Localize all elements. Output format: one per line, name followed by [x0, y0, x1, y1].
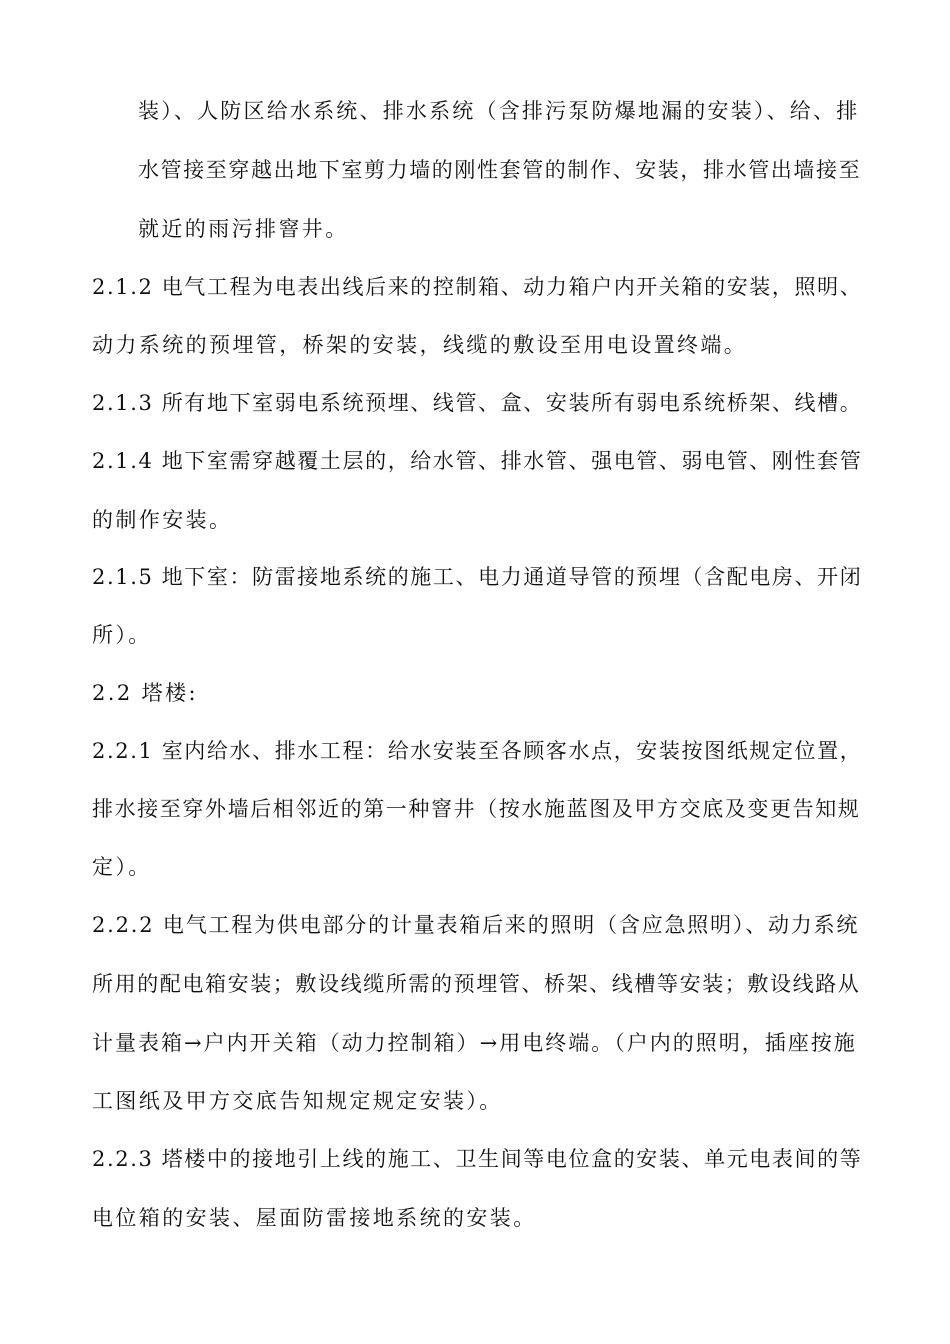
text-line: 电位箱的安装、屋面防雷接地系统的安装。 — [92, 1206, 537, 1230]
section-2-1-4: 2.1.4 地下室需穿越覆土层的，给水管、排水管、强电管、弱电管、刚性套管 — [92, 449, 863, 473]
section-2-2-3: 2.2.3 塔楼中的接地引上线的施工、卫生间等电位盒的安装、单元电表间的等 — [92, 1147, 863, 1171]
section-2-2-2: 2.2.2 电气工程为供电部分的计量表箱后来的照明（含应急照明）、动力系统 — [92, 913, 860, 937]
text-line: 定）。 — [92, 855, 152, 879]
text-line: 水管接至穿越出地下室剪力墙的刚性套管的制作、安装，排水管出墙接至 — [138, 158, 862, 182]
text-line: 所）。 — [92, 623, 152, 647]
section-2-1-2: 2.1.2 电气工程为电表出线后来的控制箱、动力箱户内开关箱的安装，照明、 — [92, 275, 863, 299]
section-2-2-heading: 2.2 塔楼: — [92, 681, 198, 705]
text-line: 工图纸及甲方交底告知规定规定安装）。 — [92, 1089, 503, 1113]
text-line: 装）、人防区给水系统、排水系统（含排污泵防爆地漏的安装）、给、排 — [138, 99, 860, 123]
text-line: 动力系统的预埋管，桥架的安装，线缆的敷设至用电设置终端。 — [92, 333, 748, 357]
text-line: 排水接至穿外墙后相邻近的第一种窨井（按水施蓝图及甲方交底及变更告知规 — [92, 797, 861, 821]
text-line: 计量表箱→户内开关箱（动力控制箱）→用电终端。（户内的照明，插座按施 — [92, 1031, 857, 1055]
section-2-1-3: 2.1.3 所有地下室弱电系统预埋、线管、盒、安装所有弱电系统桥架、线槽。 — [92, 391, 863, 415]
text-line: 所用的配电箱安装；敷设线缆所需的预埋管、桥架、线槽等安装；敷设线路从 — [92, 972, 861, 996]
section-2-1-5: 2.1.5 地下室：防雷接地系统的施工、电力通道导管的预埋（含配电房、开闭 — [92, 565, 863, 589]
text-line: 的制作安装。 — [92, 508, 233, 532]
section-2-2-1: 2.2.1 室内给水、排水工程：给水安装至各顾客水点，安装按图纸规定位置， — [92, 739, 863, 763]
text-line: 就近的雨污排窨井。 — [138, 217, 349, 241]
